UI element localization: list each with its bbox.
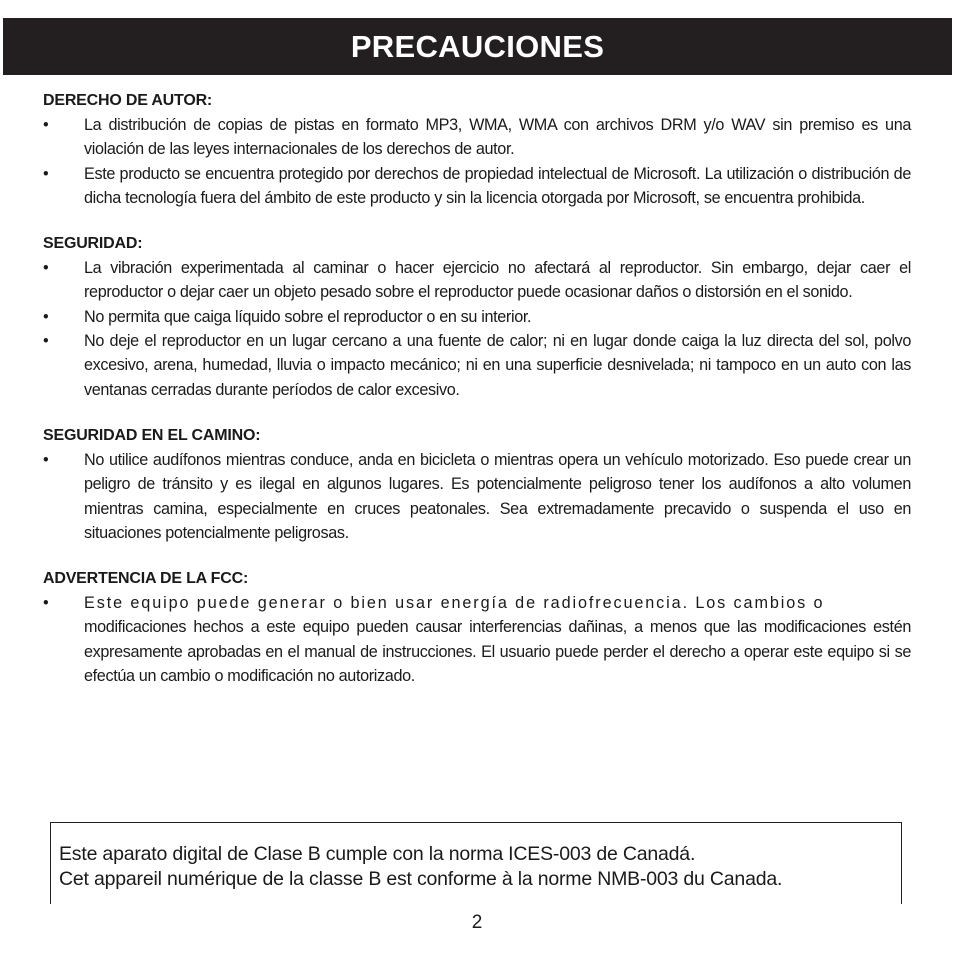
list-item-text: No deje el reproductor en un lugar cercano a una fuente de calor; ni en lugar donde caiga la luz directa del sol, polvo excesivo, arena, humedad, lluvia o impacto mecánico; ni en una superficie desnivelada; ni tampoco en un auto con las ventanas cerradas durante períodos de calor excesivo.: [84, 332, 911, 399]
list-item: [43, 162, 911, 211]
page-title: PRECAUCIONES: [350, 28, 605, 64]
section-safety: [43, 233, 911, 402]
section-heading: SEGURIDAD:: [43, 235, 143, 253]
bullet-icon: •: [43, 450, 49, 469]
list-item: [43, 113, 911, 162]
list-item-text: Este equipo puede generar o bien usar energía de radiofrecuencia. Los cambios o: [84, 594, 825, 613]
bullet-icon: •: [43, 259, 49, 278]
bullet-icon: •: [43, 164, 49, 183]
list-item-text: La distribución de copias de pistas en formato MP3, WMA, WMA con archivos DRM y/o WAV sin premiso es una violación de las leyes internacionales de los derechos de autor.: [84, 116, 911, 159]
bullet-icon: •: [43, 307, 49, 326]
bullet-icon: •: [43, 332, 49, 351]
list-item: [43, 305, 911, 329]
canada-compliance-notice: [50, 822, 902, 904]
notice-line-french: Cet appareil numérique de la classe B est conforme à la norme NMB-003 du Canada.: [59, 868, 783, 890]
section-heading: SEGURIDAD EN EL CAMINO:: [43, 426, 261, 444]
list-item-continuation: [43, 615, 911, 688]
notice-line-spanish: Este aparato digital de Clase B cumple con la norma ICES-003 de Canadá.: [59, 843, 696, 865]
list-item: [43, 591, 911, 615]
page-number: 2: [471, 912, 483, 933]
section-heading: ADVERTENCIA DE LA FCC:: [43, 570, 249, 588]
bullet-icon: •: [43, 594, 51, 613]
list-item: [43, 329, 911, 402]
section-road-safety: [43, 425, 911, 545]
section-copyright: [43, 90, 911, 210]
title-bar: [3, 18, 952, 75]
bullet-icon: •: [43, 116, 49, 134]
list-item-text: No permita que caiga líquido sobre el reproductor o en su interior.: [84, 307, 532, 326]
document-body: [43, 90, 911, 711]
list-item: [43, 256, 911, 305]
list-item-text: Este producto se encuentra protegido por derechos de propiedad intelectual de Microsoft. La utilización o distribución de dicha tecnología fuera del ámbito de este producto y sin la licencia otorgada por Microsoft, se encuentra prohibida.: [84, 164, 911, 207]
list-item-text: No utilice audífonos mientras conduce, anda en bicicleta o mientras opera un vehículo motorizado. Eso puede crear un peligro de tránsito y es ilegal en algunos lugares. Es potencialmente peligroso tener los audífonos a alto volumen mientras camina, especialmente en cruces peatonales. Sea extremadamente precavido o suspenda el uso en situaciones potencialmente peligrosas.: [84, 450, 911, 542]
list-item: [43, 448, 911, 545]
section-heading: DERECHO DE AUTOR:: [43, 92, 213, 109]
list-item-text: modificaciones hechos a este equipo pueden causar interferencias dañinas, a menos que las modificaciones estén expresamente aprobadas en el manual de instrucciones. El usuario puede perder el derecho a operar este equipo si se efectúa un cambio o modificación no autorizado.: [84, 618, 911, 686]
list-item-text: La vibración experimentada al caminar o hacer ejercicio no afectará al reproductor. Sin embargo, dejar caer el reproductor o dejar caer un objeto pesado sobre el reproductor puede ocasionar daños o distorsión en el sonido.: [84, 259, 911, 302]
section-fcc-warning: [43, 568, 911, 688]
